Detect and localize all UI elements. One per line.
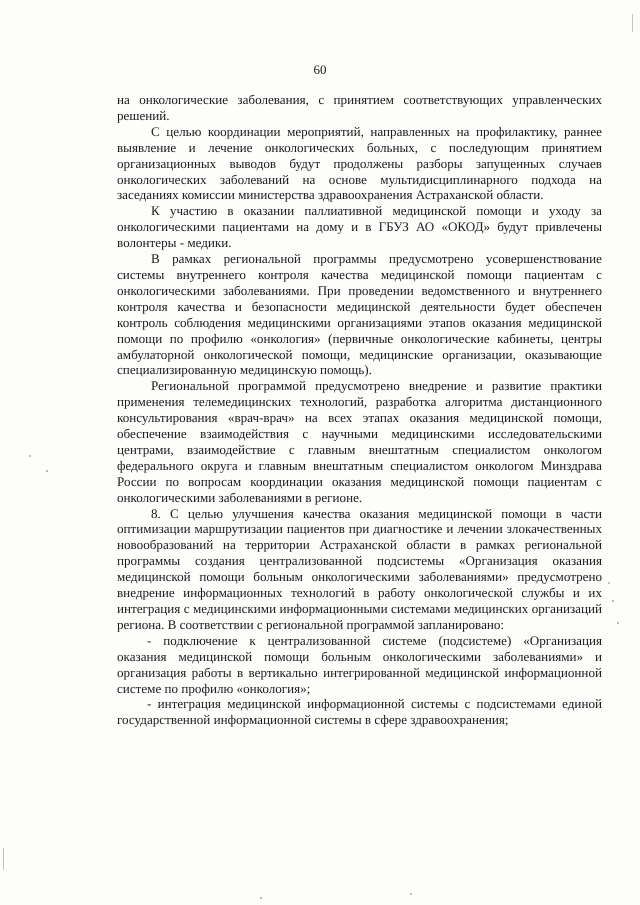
scan-speck [46,470,48,472]
paragraph-continuation: на онкологические заболевания, с принятием соответствующих управленческих решений. [117,92,602,123]
scan-margin-line [632,14,633,32]
list-item-egisz-integration: - интеграция медицинской информационной системы с подсистемами единой государственной информационной системы в сфере здравоохранения; [117,696,602,728]
page-number: 60 [313,62,327,77]
scan-margin-line [3,848,4,870]
scan-speck [608,582,610,584]
scan-speck [410,893,412,895]
scan-speck [29,455,31,457]
paragraph-telemedicine: Региональной программой предусмотрено внедрение и развитие практики применения телемедицинских технологий, разработка алгоритма дистанционного консультирования «врач-врач» на всех этапах оказания медицинской помощи, обеспечение взаимодействия с научными медицинскими исследовательскими центрами, взаимодействие с главным внештатным специалистом онкологом федерального округа и главным внештатным специалистом онкологом Минздрава России по вопросам координации оказания медицинской помощи пациентам с онкологическими заболеваниями в регионе. [117,378,602,505]
document-body [117,92,602,728]
paragraph-coordination: С целью координации мероприятий, направленных на профилактику, раннее выявление и лечение онкологических больных, с последующим принятием организационных выводов будут продолжены разборы запущенных случаев онкологических заболеваний на основе мультидисциплинарного подхода на заседаниях комиссии министерства здравоохранения Астраханской области. [117,123,602,203]
scan-speck [260,897,262,899]
paragraph-quality-control: В рамках региональной программы предусмотрено усовершенствование системы внутреннего контроля качества медицинской помощи пациентам с онкологическими заболеваниями. При проведении ведомственного и внутреннего контроля качества и безопасности медицинской деятельности будет обеспечен контроль соблюдения медицинскими организациями этапов оказания медицинской помощи по профилю «онкология» (первичные онкологические кабинеты, центры амбулаторной онкологической помощи, медицинские организации, оказывающие специализированную медицинскую помощь). [117,251,602,378]
scan-speck [617,622,619,624]
scan-speck [612,600,614,602]
list-item-centralized-system: - подключение к централизованной системе (подсистеме) «Организация оказания медицинской помощи больным онкологическими заболеваниями» и организация работы в вертикально интегрированной медицинской информационной системе по профилю «онкология»; [117,632,602,696]
paragraph-palliative-care: К участию в оказании паллиативной медицинской помощи и уходу за онкологическими пациентами на дому и в ГБУЗ АО «ОКОД» будут привлечены волонтеры - медики. [117,203,602,251]
paragraph-routing: 8. С целью улучшения качества оказания медицинской помощи в части оптимизации маршрутизации пациентов при диагностике и лечении злокачественных новообразований на территории Астраханской области в рамках региональной программы создания централизованной подсистемы «Организация оказания медицинской помощи больным онкологическими заболеваниями» предусмотрено внедрение информационных технологий в работу онкологической службы и их интеграция с медицинскими информационными системами медицинских организаций региона. В соответствии с региональной программой запланировано: [117,505,602,632]
